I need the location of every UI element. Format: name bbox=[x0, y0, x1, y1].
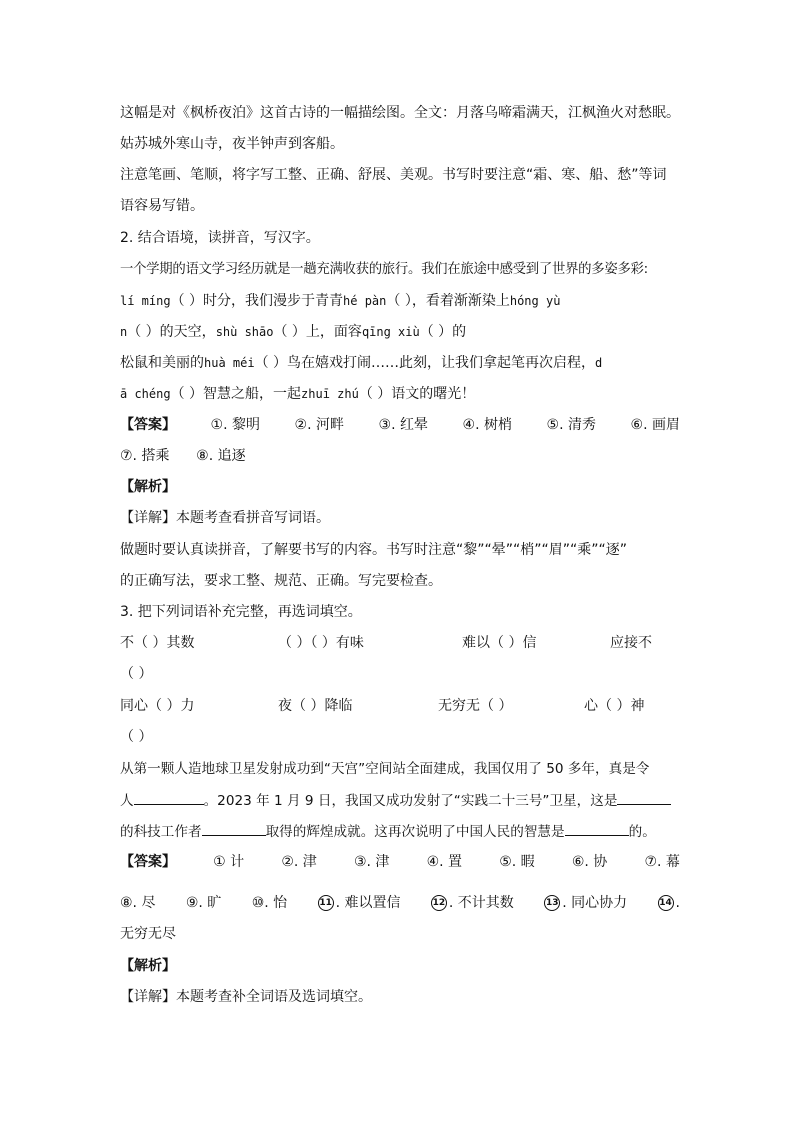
fill-blank-4[interactable] bbox=[565, 821, 629, 836]
fill-blank-2[interactable] bbox=[617, 790, 671, 805]
intro-line-4: 语容易写错。 bbox=[120, 198, 204, 214]
q3-answer-row-2 bbox=[120, 893, 680, 913]
q2-line-2 bbox=[120, 291, 680, 311]
q2-line-1: 一个学期的语文学习经历就是一趟充满收获的旅行。我们在旅途中感受到了世界的多姿多彩: bbox=[120, 262, 648, 277]
q3-analysis-label: 【解析】 bbox=[120, 958, 176, 974]
intro-line-2: 姑苏城外寒山寺，夜半钟声到客船。 bbox=[120, 136, 344, 152]
q3-answer-11-text: . 难以置信 bbox=[335, 895, 401, 911]
q3-answer-6: ⑥. 协 bbox=[571, 854, 608, 870]
q3-word-2: （ ）（ ）有味 bbox=[278, 635, 364, 651]
q3-answer-13-text: . 同心协力 bbox=[562, 895, 628, 911]
q3-detail: 【详解】本题考查补全词语及选词填空。 bbox=[120, 989, 372, 1005]
q3-answer-14-word: 无穷无尽 bbox=[120, 926, 176, 942]
q2-line-4-text-a: 松鼠和美丽的 bbox=[120, 355, 204, 371]
q2-answer-row-2 bbox=[120, 446, 680, 466]
q3-word-4: 应接不 bbox=[610, 635, 652, 651]
q2-line-2-text-b: （ ），看着渐渐染上 bbox=[386, 293, 510, 309]
intro-line-1: 这幅是对《枫桥夜泊》这首古诗的一幅描绘图。全文：月落乌啼霜满天，江枫渔火对愁眠。 bbox=[120, 105, 680, 121]
q2-line-5 bbox=[120, 384, 680, 404]
pinyin-huamei: huà méi bbox=[204, 356, 255, 370]
q3-words-row-1 bbox=[120, 633, 680, 653]
pinyin-dacheng-end: ā chéng bbox=[120, 387, 171, 401]
q3-words-row-2 bbox=[120, 696, 680, 716]
pinyin-hongyun-end: n bbox=[120, 325, 128, 339]
q3-word-8: 心（ ）神 bbox=[584, 698, 645, 714]
q2-line-4-text-b: （ ）鸟在嬉戏打闹……此刻，让我们拿起笔再次启程， bbox=[254, 355, 596, 371]
pinyin-shushao: shù shāo bbox=[215, 325, 274, 339]
q3-paragraph-line-3 bbox=[120, 821, 680, 841]
q3-answer-row bbox=[120, 852, 680, 872]
q3-p2-b: 。2023 年 1 月 9 日，我国又成功发射了“实践二十三号”卫星，这是 bbox=[203, 793, 618, 809]
q3-answer-8: ⑧. 尽 bbox=[120, 895, 156, 911]
circled-number-12: 12 bbox=[431, 895, 447, 911]
q3-paragraph-line-1: 从第一颗人造地球卫星发射成功到“天宫”空间站全面建成，我国仅用了 50 多年，真是令 bbox=[120, 761, 650, 777]
q2-line-2-text-a: （ ）时分，我们漫步于青青 bbox=[170, 293, 344, 309]
q3-paragraph-line-2 bbox=[120, 790, 680, 810]
q2-answer-2: ②. 河畔 bbox=[294, 417, 344, 433]
q2-line-3-text-b: （ ）上，面容 bbox=[273, 324, 362, 340]
q3-word-7: 无穷无（ ） bbox=[438, 698, 513, 714]
q3-answer-12-text: . 不计其数 bbox=[448, 895, 514, 911]
q2-detail: 【详解】本题考查看拼音写词语。 bbox=[120, 510, 330, 526]
q3-answer-4: ④. 置 bbox=[426, 854, 463, 870]
q2-detail-line-2: 的正确写法，要求工整、规范、正确。写完要检查。 bbox=[120, 573, 442, 589]
q3-answer-10: ⑩. 怡 bbox=[251, 895, 288, 911]
q2-answer-label: 【答案】 bbox=[120, 417, 176, 433]
q2-answer-5: ⑤. 清秀 bbox=[546, 417, 596, 433]
q3-word-6: 夜（ ）降临 bbox=[278, 698, 353, 714]
q3-title: 3. 把下列词语补充完整，再选词填空。 bbox=[120, 604, 362, 620]
pinyin-liming: lí míng bbox=[120, 294, 171, 308]
q3-answer-9: ⑨. 旷 bbox=[185, 895, 222, 911]
q3-word-8-blank: （ ） bbox=[120, 729, 153, 745]
q2-line-3-text-a: （ ）的天空， bbox=[127, 324, 216, 340]
q3-answer-5: ⑤. 暇 bbox=[499, 854, 535, 870]
q2-detail-line-1: 做题时要认真读拼音，了解要书写的内容。书写时注意“黎”“晕”“梢”“眉”“乘”“逐” bbox=[120, 542, 628, 558]
q2-line-5-text-b: （ ）语文的曙光！ bbox=[358, 386, 476, 402]
q3-p3-b: 取得的辉煌成就。这再次说明了中国人民的智慧是 bbox=[265, 824, 565, 840]
q2-title: 2. 结合语境，读拼音，写汉字。 bbox=[120, 230, 320, 246]
q3-answer-1: ① 计 bbox=[213, 854, 245, 870]
q2-line-3-text-c: （ ）的 bbox=[419, 324, 467, 340]
pinyin-hongyun-start: hóng yù bbox=[509, 294, 561, 308]
q3-p2-a: 人 bbox=[120, 793, 134, 809]
q3-p3-c: 的。 bbox=[628, 824, 656, 840]
q3-answer-label: 【答案】 bbox=[120, 854, 176, 870]
q2-analysis-label: 【解析】 bbox=[120, 479, 176, 495]
q3-answer-14 bbox=[658, 893, 680, 913]
q3-word-4-blank: （ ） bbox=[120, 666, 153, 682]
q2-answer-row bbox=[120, 415, 680, 435]
pinyin-hepan: hé pàn bbox=[343, 294, 387, 308]
q2-answer-6: ⑥. 画眉 bbox=[630, 417, 680, 433]
q3-answer-13 bbox=[544, 893, 627, 913]
q3-answer-14-text: . bbox=[675, 895, 680, 911]
q2-answer-8: ⑧. 追逐 bbox=[196, 448, 246, 464]
circled-number-11: 11 bbox=[318, 895, 334, 911]
q3-answer-2: ②. 津 bbox=[281, 854, 317, 870]
q3-answer-7: ⑦. 幕 bbox=[644, 854, 680, 870]
circled-number-13: 13 bbox=[544, 895, 560, 911]
q2-answer-4: ④. 树梢 bbox=[462, 417, 512, 433]
fill-blank-1[interactable] bbox=[134, 790, 204, 805]
q2-answer-3: ③. 红晕 bbox=[378, 417, 428, 433]
pinyin-qingxiu: qīng xiù bbox=[361, 325, 420, 339]
circled-number-14: 14 bbox=[658, 895, 674, 911]
fill-blank-3[interactable] bbox=[202, 821, 266, 836]
pinyin-dacheng-start: d bbox=[595, 356, 603, 370]
intro-line-3: 注意笔画、笔顺，将字写工整、正确、舒展、美观。书写时要注意“霜、寒、船、愁”等词 bbox=[120, 167, 667, 183]
q3-word-1: 不（ ）其数 bbox=[120, 635, 195, 651]
q3-word-3: 难以（ ）信 bbox=[462, 635, 537, 651]
q2-line-5-text-a: （ ）智慧之船，一起 bbox=[170, 386, 302, 402]
q3-answer-11 bbox=[318, 893, 401, 913]
q3-word-5: 同心（ ）力 bbox=[120, 698, 195, 714]
q2-answer-1: ①. 黎明 bbox=[210, 417, 260, 433]
q3-p3-a: 的科技工作者 bbox=[120, 824, 202, 840]
q2-line-4 bbox=[120, 353, 680, 373]
q3-answer-12 bbox=[431, 893, 514, 913]
q3-answer-3: ③. 津 bbox=[353, 854, 390, 870]
pinyin-zhuizhu: zhuī zhú bbox=[301, 387, 359, 401]
q2-answer-7: ⑦. 搭乘 bbox=[120, 448, 170, 464]
q2-line-3 bbox=[120, 322, 680, 342]
